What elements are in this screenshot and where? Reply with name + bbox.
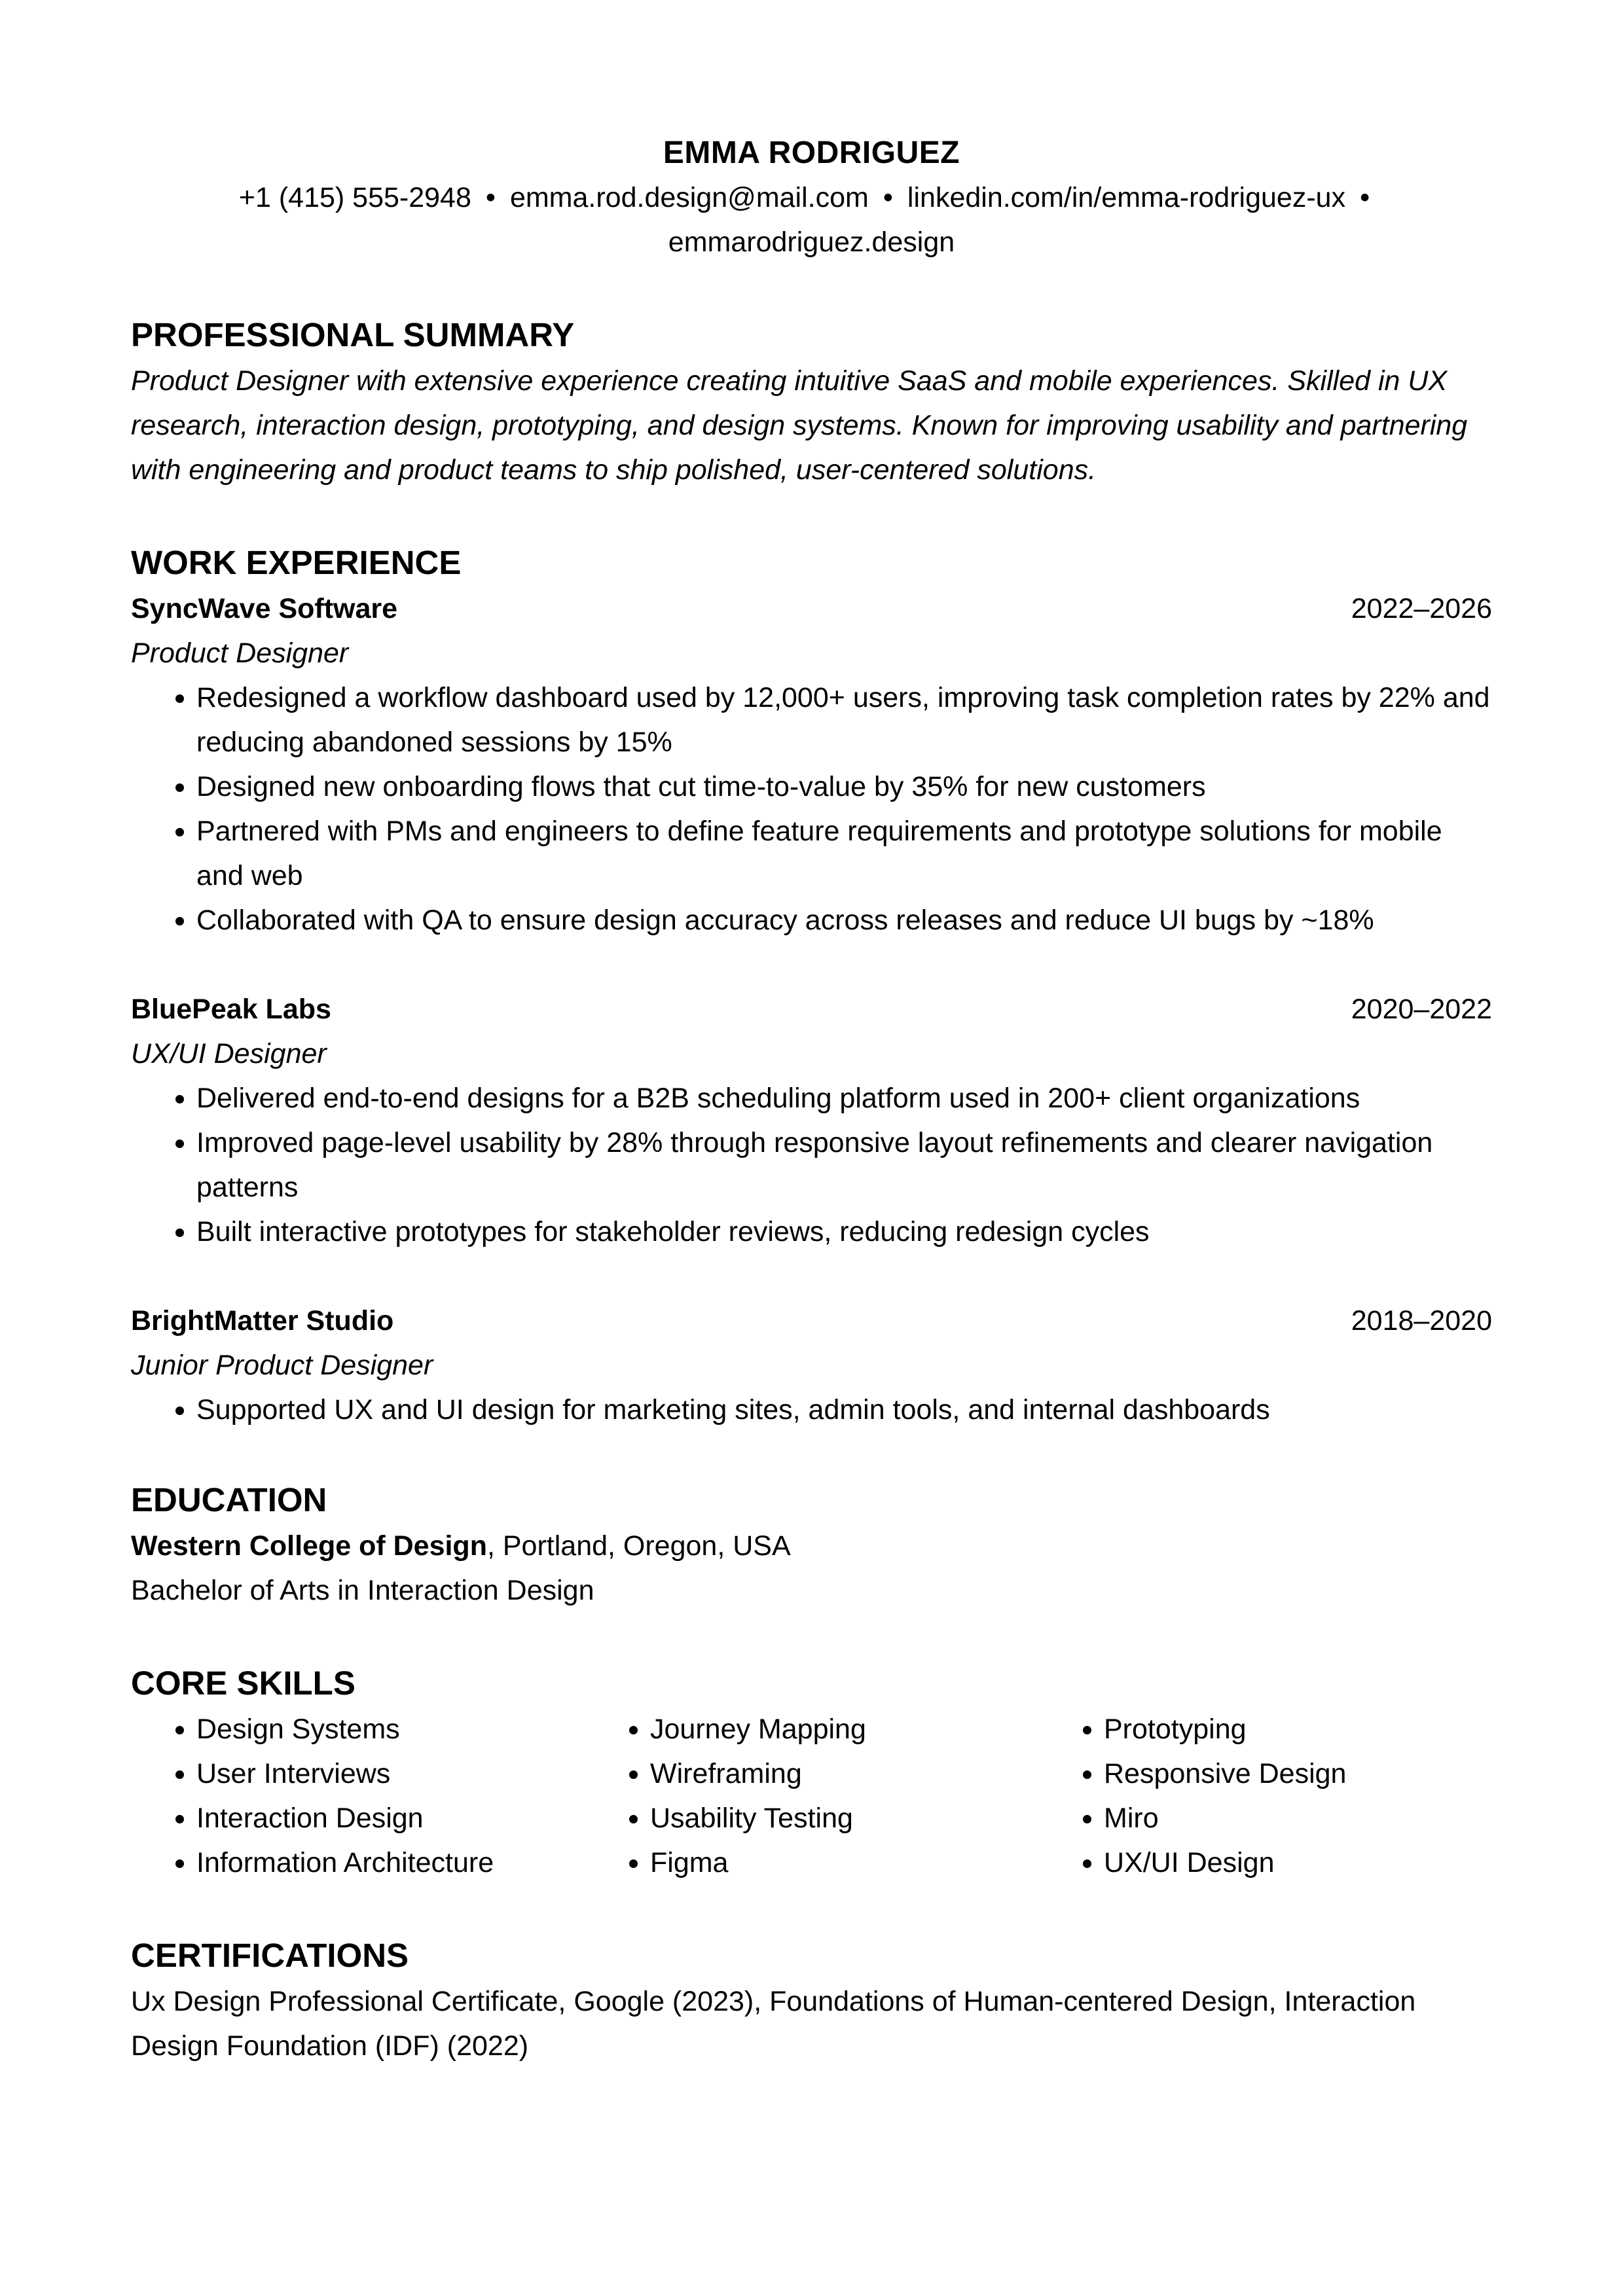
- skills-grid: [131, 1707, 1492, 1885]
- education-school-line: [131, 1524, 1492, 1568]
- company-name: BluePeak Labs: [131, 994, 331, 1025]
- phone-number: +1 (415) 555-2948: [238, 182, 471, 213]
- school-name: Western College of Design: [131, 1530, 487, 1562]
- job-bullet: • Designed new onboarding flows that cut time-to-value by 35% for new customers: [196, 764, 1492, 809]
- skill-item: • Information Architecture: [196, 1840, 585, 1885]
- skill-item: • Usability Testing: [650, 1796, 1038, 1840]
- education-heading: EDUCATION: [131, 1481, 327, 1518]
- candidate-name: EMMA RODRIGUEZ: [663, 135, 960, 170]
- skill-item: • Prototyping: [1104, 1707, 1492, 1751]
- job-bullet: • Supported UX and UI design for marketing sites, admin tools, and internal dashboards: [196, 1388, 1492, 1432]
- job-header: [131, 586, 1492, 631]
- job-header: [131, 1299, 1492, 1343]
- job-dates: 2018–2020: [1351, 1305, 1492, 1336]
- certifications-heading: CERTIFICATIONS: [131, 1937, 409, 1974]
- separator-dot: •: [883, 182, 893, 213]
- skill-item: • Journey Mapping: [650, 1707, 1038, 1751]
- resume-page: [131, 131, 1492, 2068]
- job-bullets: [131, 1388, 1492, 1432]
- job-bullets: [131, 675, 1492, 942]
- certifications-text: Ux Design Professional Certificate, Google (2023), Foundations of Human-centered Design, Interaction Design Foundation (IDF) (2022): [131, 1986, 1416, 2062]
- skill-item: • Figma: [650, 1840, 1038, 1885]
- job-bullet: • Improved page-level usability by 28% through responsive layout refinements and clearer navigation patterns: [196, 1121, 1492, 1210]
- summary-heading: PROFESSIONAL SUMMARY: [131, 316, 575, 353]
- experience-heading: WORK EXPERIENCE: [131, 544, 462, 581]
- job-bullet: • Collaborated with QA to ensure design accuracy across releases and reduce UI bugs by ~18%: [196, 898, 1492, 942]
- job-role: UX/UI Designer: [131, 1038, 327, 1069]
- job-entry: [131, 987, 1492, 1254]
- skills-heading: CORE SKILLS: [131, 1664, 356, 1702]
- linkedin-url: linkedin.com/in/emma-rodriguez-ux: [907, 182, 1346, 213]
- website-url: emmarodriguez.design: [668, 226, 955, 258]
- skill-item: • Responsive Design: [1104, 1751, 1492, 1796]
- job-role: Junior Product Designer: [131, 1350, 433, 1381]
- skills-column: [585, 1707, 1038, 1885]
- degree: Bachelor of Arts in Interaction Design: [131, 1575, 594, 1606]
- summary-text: Product Designer with extensive experience creating intuitive SaaS and mobile experiences. Skilled in UX research, interaction design, prototyping, and design systems. Known for improving usability and partnering with engineering and product teams to ship polished, user-centered solutions.: [131, 365, 1468, 486]
- skill-item: • Miro: [1104, 1796, 1492, 1840]
- school-location: , Portland, Oregon, USA: [486, 1530, 791, 1562]
- company-name: BrightMatter Studio: [131, 1305, 394, 1336]
- job-bullet: • Redesigned a workflow dashboard used by 12,000+ users, improving task completion rates by 22% and reducing abandoned sessions by 15%: [196, 675, 1492, 764]
- job-entry: [131, 586, 1492, 942]
- skill-item: • Interaction Design: [196, 1796, 585, 1840]
- skills-column: [1038, 1707, 1492, 1885]
- email-address: emma.rod.design@mail.com: [509, 182, 869, 213]
- job-entry: [131, 1299, 1492, 1432]
- job-bullet: • Built interactive prototypes for stakeholder reviews, reducing redesign cycles: [196, 1210, 1492, 1254]
- skill-item: • User Interviews: [196, 1751, 585, 1796]
- job-bullets: [131, 1076, 1492, 1254]
- skills-column: [131, 1707, 585, 1885]
- separator-dot: •: [1360, 182, 1370, 213]
- job-role: Product Designer: [131, 637, 349, 669]
- job-bullet: • Delivered end-to-end designs for a B2B scheduling platform used in 200+ client organizations: [196, 1076, 1492, 1121]
- separator-dot: •: [485, 182, 496, 213]
- job-header: [131, 987, 1492, 1031]
- job-dates: 2022–2026: [1351, 593, 1492, 624]
- skill-item: • Design Systems: [196, 1707, 585, 1751]
- contact-line: [190, 175, 1434, 264]
- job-dates: 2020–2022: [1351, 994, 1492, 1025]
- company-name: SyncWave Software: [131, 593, 398, 624]
- skill-item: • UX/UI Design: [1104, 1840, 1492, 1885]
- job-bullet: • Partnered with PMs and engineers to define feature requirements and prototype solutions for mobile and web: [196, 809, 1492, 898]
- job-list: [131, 586, 1492, 1432]
- skill-item: • Wireframing: [650, 1751, 1038, 1796]
